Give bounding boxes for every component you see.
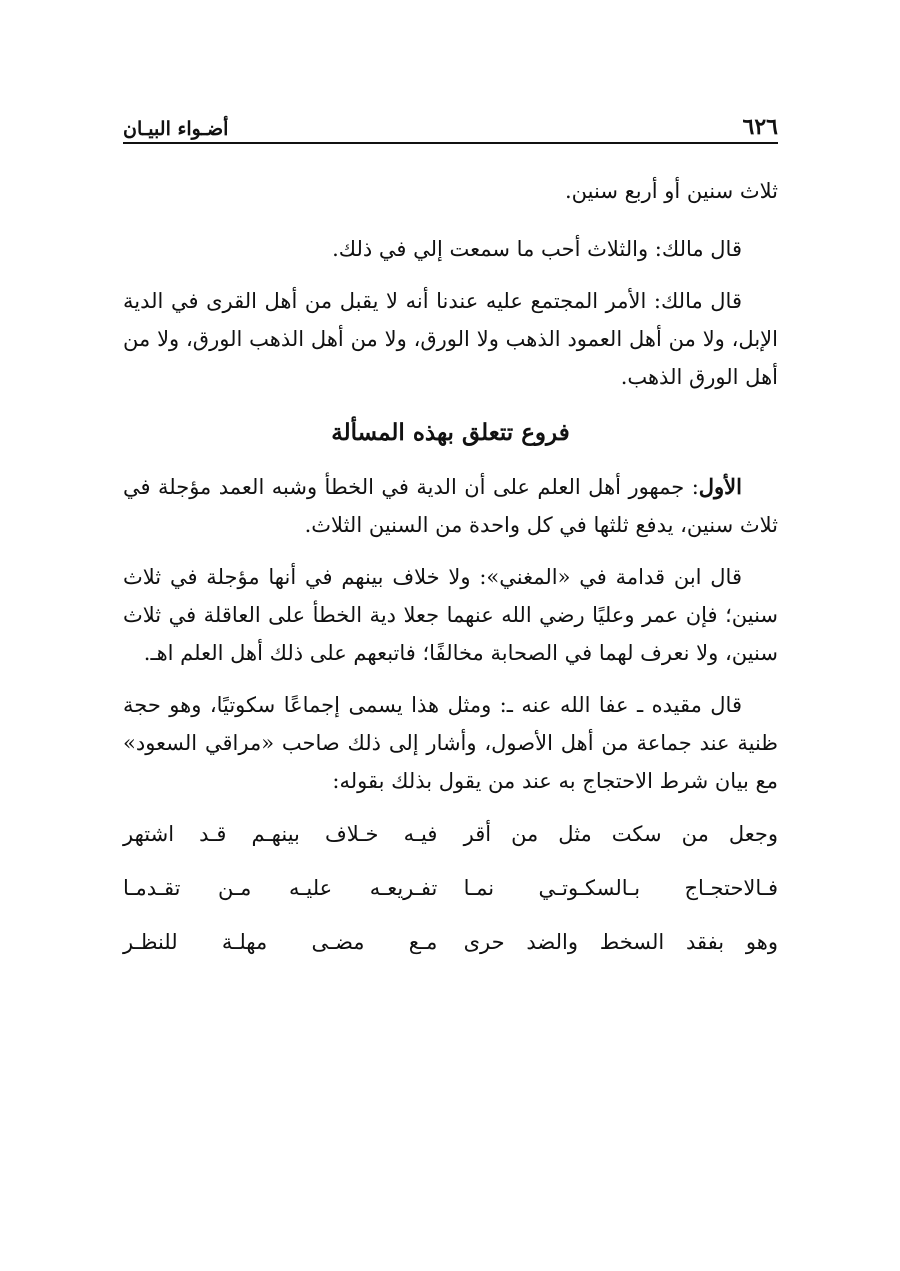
verse-second-hemistich: مـع مضـى مهلـة للنظـر <box>123 930 438 954</box>
verse-second-hemistich: فيـه خـلاف بينهـم قـد اشتهر <box>123 822 438 846</box>
paragraph-lead: الأول <box>698 474 742 499</box>
verse-first-hemistich: وهو بفقد السخط والضد حرى <box>463 930 778 954</box>
body-text <box>123 172 778 962</box>
paragraph-text: قال مالك: والثلاث أحب ما سمعت إلي في ذلك. <box>332 237 742 261</box>
paragraph-text: : جمهور أهل العلم على أن الدية في الخطأ وشبه العمد مؤجلة في ثلاث سنين، يدفع ثلثها في كل واحدة من السنين الثلاث. <box>123 475 778 537</box>
paragraph-text: قال ابن قدامة في «المغني»: ولا خلاف بينهم في أنها مؤجلة في ثلاث سنين؛ فإن عمر وعليًا رضي الله عنهما جعلا دية الخطأ على العاقلة في ثلاث سنين، ولا نعرف لهما في الصحابة مخالفًا؛ فاتبعهم على ذلك أهل العلم اهـ. <box>123 565 778 665</box>
page-number: ٦٢٦ <box>742 114 778 140</box>
paragraph-ibn-qudama <box>123 558 778 672</box>
book-title: أضـواء البيـان <box>123 118 229 140</box>
verse-first-hemistich: وجعل من سكت مثل من أقر <box>463 822 778 846</box>
paragraph-first-branch <box>123 468 778 544</box>
verse-line <box>123 868 778 908</box>
book-page <box>123 100 778 962</box>
verse-line <box>123 922 778 962</box>
paragraph-malik-quote-1 <box>123 230 778 268</box>
paragraph-text: قال مالك: الأمر المجتمع عليه عندنا أنه لا يقبل من أهل القرى في الدية الإبل، ولا من أهل العمود الذهب ولا الورق، ولا من أهل الذهب الورق، ولا من أهل الورق الذهب. <box>123 289 778 389</box>
running-head <box>123 100 778 144</box>
verse-line <box>123 814 778 854</box>
paragraph-author-note <box>123 686 778 800</box>
verse-first-hemistich: فـالاحتجـاج بـالسكـوتـي نمـا <box>463 876 778 900</box>
verse-second-hemistich: تفـريعـه عليـه مـن تقـدمـا <box>123 876 438 900</box>
paragraph-malik-quote-2 <box>123 282 778 396</box>
paragraph-text: ثلاث سنين أو أربع سنين. <box>564 179 778 203</box>
paragraph-text: قال مقيده ـ عفا الله عنه ـ: ومثل هذا يسمى إجماعًا سكوتيًا، وهو حجة ظنية عند جماعة من أهل الأصول، وأشار إلى ذلك صاحب «مراقي السعود» مع بيان شرط الاحتجاج به عند من يقول بذلك بقوله: <box>123 693 778 793</box>
paragraph-continuation <box>123 172 778 210</box>
section-heading: فروع تتعلق بهذه المسألة <box>331 419 570 446</box>
